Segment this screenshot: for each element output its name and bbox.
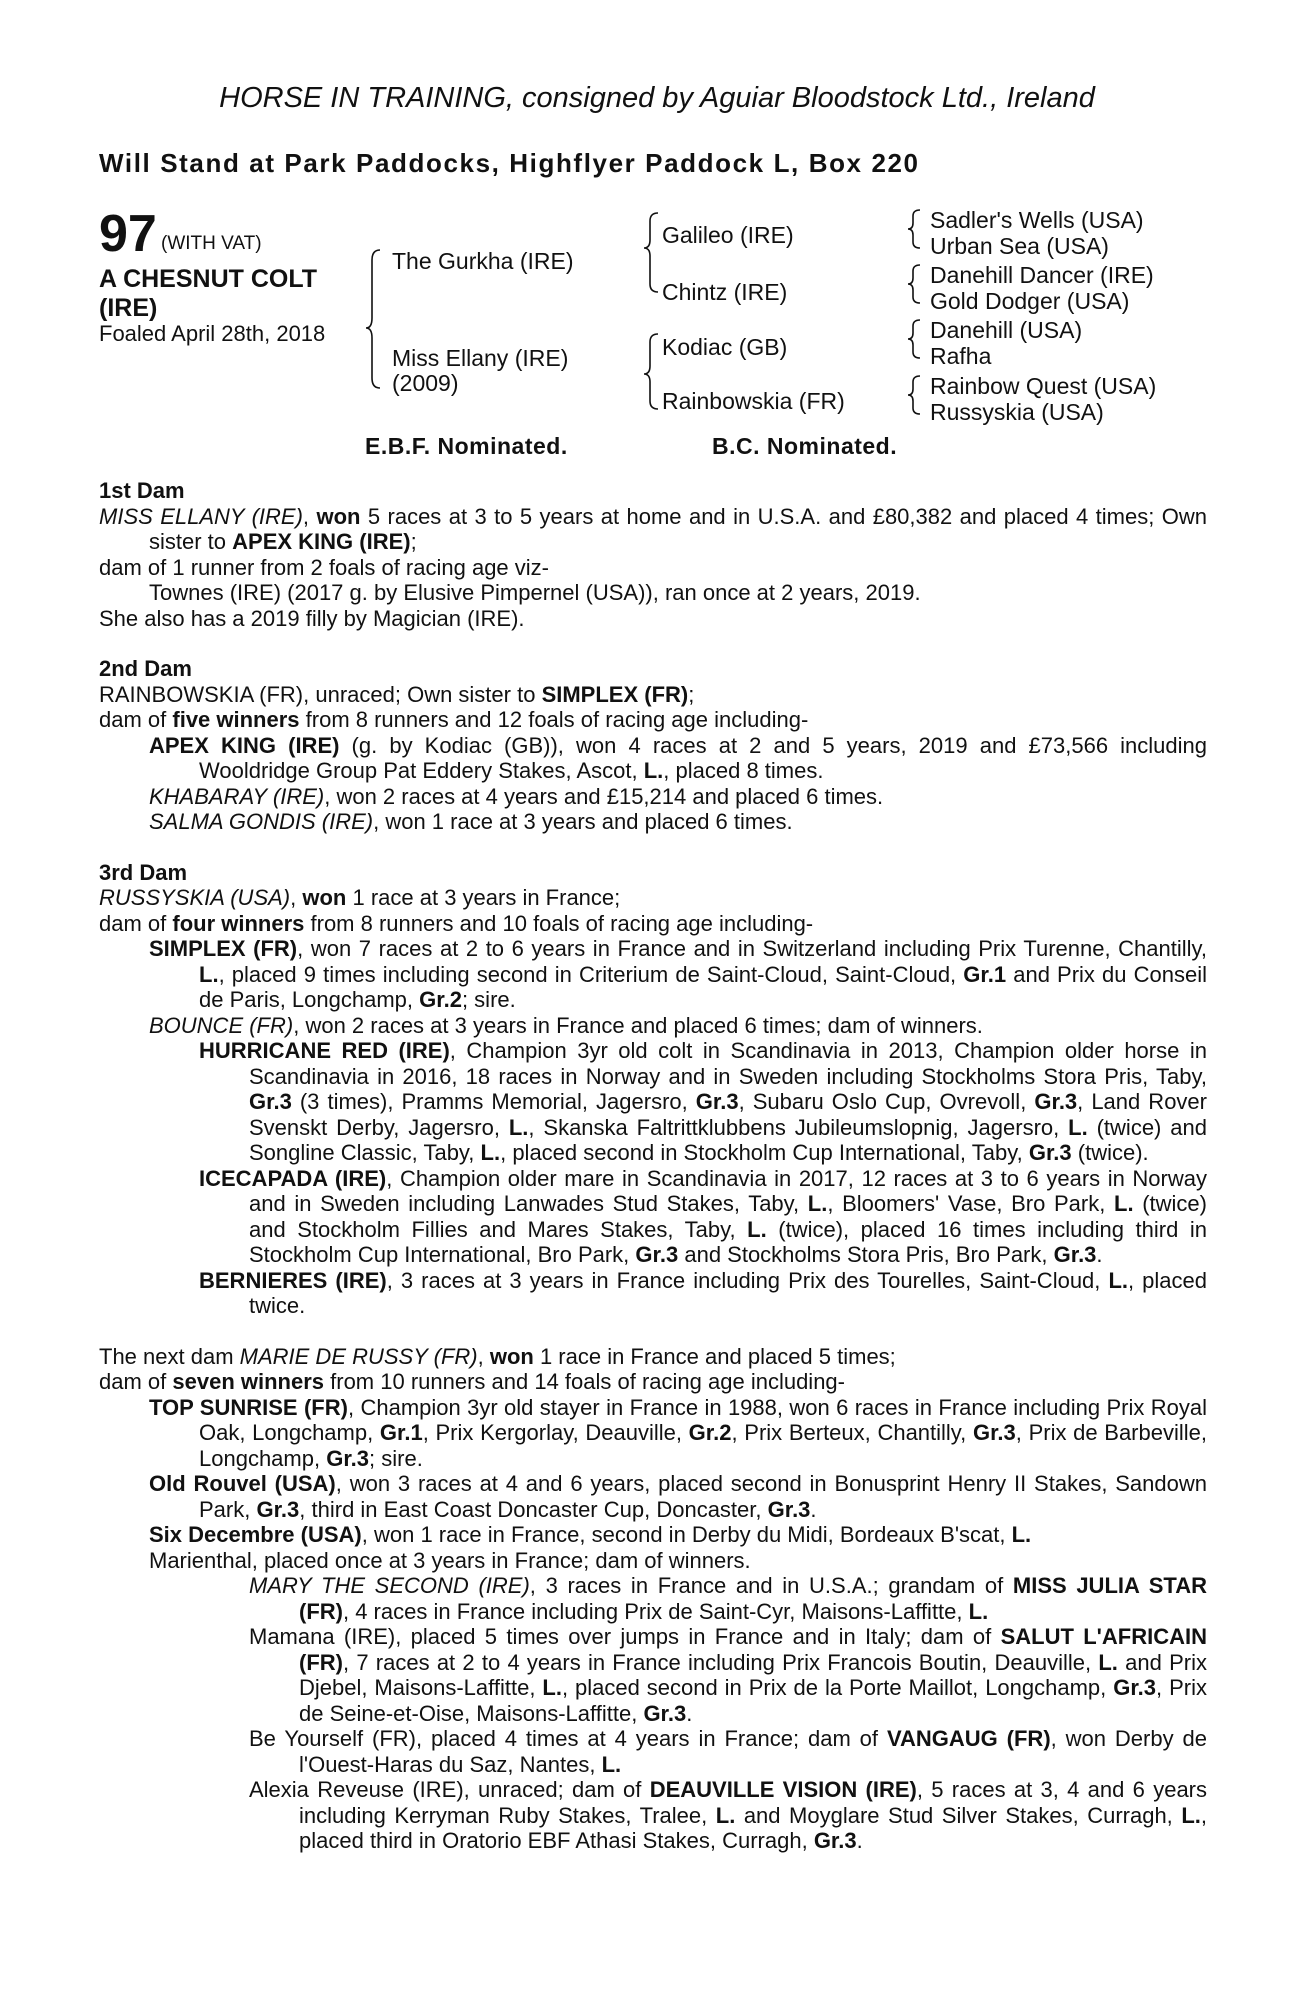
dam-dam: Rainbowskia (FR) bbox=[662, 388, 845, 414]
foaling-date: Foaled April 28th, 2018 bbox=[99, 321, 326, 346]
sire-sire-dam: Urban Sea (USA) bbox=[930, 233, 1109, 259]
bc-nomination: B.C. Nominated. bbox=[712, 433, 898, 459]
sister-name: APEX KING (IRE) bbox=[232, 529, 411, 554]
sire-dam-dam: Gold Dodger (USA) bbox=[930, 288, 1130, 314]
produce-item: Alexia Reveuse (IRE), unraced; dam of DEAUVILLE VISION (IRE), 5 races at 3, 4 and 6 years including Kerryman Ruby Stakes, Tralee, L. and Moyglare Stud Silver Stakes, Curragh, L., placed third in Oratorio EBF Athasi Stakes, Curragh, Gr.3. bbox=[249, 1777, 1208, 1853]
catalogue-heading: HORSE IN TRAINING, consigned by Aguiar Bloodstock Ltd., Ireland bbox=[219, 82, 1095, 114]
produce-item: SIMPLEX (FR), won 7 races at 2 to 6 years in France and in Switzerland including Prix Turenne, Chantilly, L., placed 9 times including second in Criterium de Saint-Cloud, Saint-Cloud, Gr.1 and Prix du Conseil de Paris, Longchamp, Gr.2; sire. bbox=[149, 936, 1208, 1012]
dam-name: Miss Ellany (IRE) (2009) bbox=[392, 345, 569, 396]
first-dam-record: MISS ELLANY (IRE), won 5 races at 3 to 5 years at home and in U.S.A. and £80,382 and placed 4 times; Own sister to APEX KING (IRE); bbox=[99, 503, 1207, 554]
sire-sire-sire: Sadler's Wells (USA) bbox=[930, 207, 1144, 233]
produce-item: APEX KING (IRE) (g. by Kodiac (GB)), won 4 races at 2 and 5 years, 2019 and £73,566 including Wooldridge Group Pat Eddery Stakes, Ascot, L., placed 8 times. bbox=[149, 732, 1208, 783]
produce-item: Be Yourself (FR), placed 4 times at 4 years in France; dam of VANGAUG (FR), won Derby de l'Ouest-Haras du Saz, Nantes, L. bbox=[249, 1726, 1207, 1777]
dam-dam-sire: Rainbow Quest (USA) bbox=[930, 373, 1157, 399]
catalogue-body bbox=[99, 478, 1207, 1854]
produce-item: KHABARAY (IRE), won 2 races at 4 years and £15,214 and placed 6 times. bbox=[149, 783, 884, 809]
dam-sire-dam: Rafha bbox=[930, 343, 992, 369]
won-text: won bbox=[316, 503, 361, 529]
sire-dam-sire: Danehill Dancer (IRE) bbox=[930, 262, 1154, 288]
lot-number: 97 bbox=[99, 205, 157, 263]
dam-sire: Kodiac (GB) bbox=[662, 334, 788, 360]
sire-name: The Gurkha (IRE) bbox=[392, 248, 574, 274]
second-dam-record: RAINBOWSKIA (FR), unraced; Own sister to SIMPLEX (FR); bbox=[99, 681, 695, 707]
vat-note: (WITH VAT) bbox=[161, 233, 262, 254]
produce-item: HURRICANE RED (IRE), Champion 3yr old colt in Scandinavia in 2013, Champion older horse in Scandinavia in 2016, 18 races in Norway and in Sweden including Stockholms Stora Pris, Taby, Gr.3 (3 times), Pramms Memorial, Jagersro, Gr.3, Subaru Oslo Cup, Ovrevoll, Gr.3, Land Rover Svenskt Derby, Jagersro, L., Skanska Faltrittklubbens Jubileumslopnig, Jagersro, L. (twice) and Songline Classic, Taby, L., placed second in Stockholm Cup International, Taby, Gr.3 (twice). bbox=[199, 1038, 1207, 1165]
first-dam-heading: 1st Dam bbox=[99, 478, 185, 503]
dam-name-text: MISS ELLANY (IRE) bbox=[99, 503, 303, 529]
produce-item: TOP SUNRISE (FR), Champion 3yr old stayer in France in 1988, won 6 races in France including Prix Royal Oak, Longchamp, Gr.1, Prix Kergorlay, Deauville, Gr.2, Prix Berteux, Chantilly, Gr.3, Prix de Barbeville, Longchamp, Gr.3; sire. bbox=[149, 1394, 1207, 1471]
stand-location: Will Stand at Park Paddocks, Highflyer Paddock L, Box 220 bbox=[99, 148, 920, 178]
produce-item: Six Decembre (USA), won 1 race in France, second in Derby du Midi, Bordeaux B'scat, L. bbox=[149, 1522, 1032, 1547]
produce-item: Townes (IRE) (2017 g. by Elusive Pimpernel (USA)), ran once at 2 years, 2019. bbox=[149, 580, 921, 605]
next-dam-record: The next dam MARIE DE RUSSY (FR), won 1 race in France and placed 5 times; bbox=[99, 1343, 896, 1369]
sister-name: SIMPLEX (FR) bbox=[541, 681, 689, 707]
sire-sire: Galileo (IRE) bbox=[662, 222, 794, 248]
first-dam-produce-line: dam of 1 runner from 2 foals of racing age viz- bbox=[99, 554, 549, 580]
produce-item: BOUNCE (FR), won 2 races at 3 years in France and placed 6 times; dam of winners. bbox=[149, 1012, 983, 1038]
produce-item: MARY THE SECOND (IRE), 3 races in France and in U.S.A.; grandam of MISS JULIA STAR (FR), 4 races in France including Prix de Saint-Cyr, Maisons-Laffitte, L. bbox=[249, 1573, 1207, 1624]
produce-item: BERNIERES (IRE), 3 races at 3 years in France including Prix des Tourelles, Saint-Cloud, L., placed twice. bbox=[199, 1267, 1208, 1318]
next-dam-produce-line: dam of seven winners from 10 runners and 14 foals of racing age including- bbox=[99, 1369, 845, 1394]
lot-description: A CHESNUT COLT (IRE) bbox=[99, 265, 318, 322]
dam-dam-dam: Russyskia (USA) bbox=[930, 399, 1104, 425]
second-dam-produce-line: dam of five winners from 8 runners and 12 foals of racing age including- bbox=[99, 707, 809, 732]
produce-item: Mamana (IRE), placed 5 times over jumps in France and in Italy; dam of SALUT L'AFRICAIN (FR), 7 races at 2 to 4 years in France including Prix Francois Boutin, Deauville, L. and Prix Djebel, Maisons-Laffitte, L., placed second in Prix de la Porte Maillot, Longchamp, Gr.3, Prix de Seine-et-Oise, Maisons-Laffitte, Gr.3. bbox=[249, 1624, 1207, 1726]
ebf-nomination: E.B.F. Nominated. bbox=[365, 433, 568, 459]
dam-sire-sire: Danehill (USA) bbox=[930, 317, 1083, 343]
sire-dam: Chintz (IRE) bbox=[662, 279, 788, 305]
third-dam-heading: 3rd Dam bbox=[99, 859, 188, 885]
third-dam-produce-line: dam of four winners from 8 runners and 10 foals of racing age including- bbox=[99, 910, 814, 936]
second-dam-heading: 2nd Dam bbox=[99, 656, 192, 681]
third-dam-record: RUSSYSKIA (USA), won 1 race at 3 years in France; bbox=[99, 885, 621, 910]
produce-item: ICECAPADA (IRE), Champion older mare in Scandinavia in 2017, 12 races at 3 to 6 years in Norway and in Sweden including Lanwades Stud Stakes, Taby, L., Bloomers' Vase, Bro Park, L. (twice) and Stockholm Fillies and Mares Stakes, Taby, L. (twice), placed 16 times including third in Stockholm Cup International, Bro Park, Gr.3 and Stockholms Stora Pris, Bro Park, Gr.3. bbox=[199, 1165, 1207, 1267]
produce-item: Old Rouvel (USA), won 3 races at 4 and 6 years, placed second in Bonusprint Henry II Stakes, Sandown Park, Gr.3, third in East Coast Doncaster Cup, Doncaster, Gr.3. bbox=[149, 1471, 1207, 1522]
produce-item: SALMA GONDIS (IRE), won 1 race at 3 years and placed 6 times. bbox=[149, 809, 793, 834]
produce-item: Marienthal, placed once at 3 years in France; dam of winners. bbox=[149, 1547, 751, 1573]
produce-note: She also has a 2019 filly by Magician (IRE). bbox=[99, 605, 525, 631]
